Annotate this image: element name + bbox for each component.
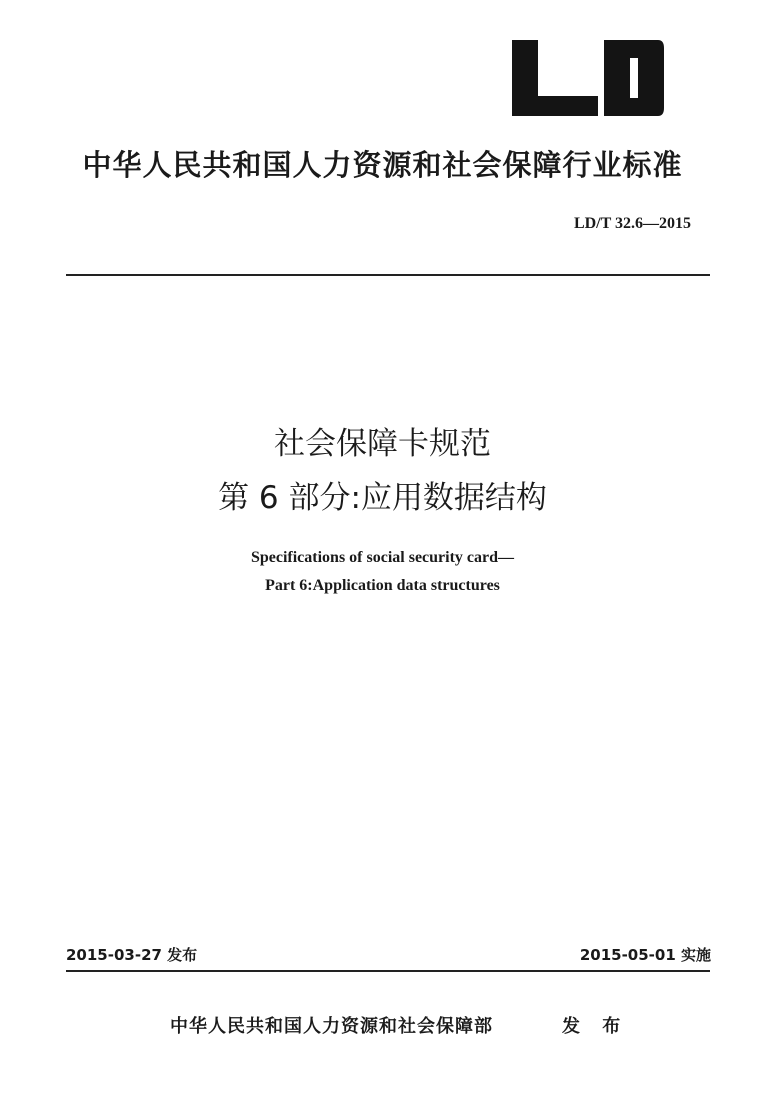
publisher: 中华人民共和国人力资源和社会保障部: [170, 1016, 493, 1037]
en-title-line1: Specifications of social security card—: [250, 549, 515, 566]
issue-date: 2015-03-27 发布: [66, 946, 198, 964]
en-title-line2: Part 6:Application data structures: [265, 577, 500, 594]
implementation-date: 2015-05-01 实施: [579, 946, 711, 964]
publish-label: 发 布: [562, 1016, 629, 1037]
standard-number: LD/T 32.6—2015: [573, 215, 691, 232]
cn-title-line2: 第 6 部分:应用数据结构: [218, 480, 547, 516]
top-divider: [66, 274, 710, 276]
bottom-divider: [66, 970, 710, 972]
cn-title-line1: 社会保障卡规范: [274, 426, 491, 462]
industry-standard-title: 中华人民共和国人力资源和社会保障行业标准: [82, 148, 683, 182]
ld-logo: [512, 40, 664, 116]
